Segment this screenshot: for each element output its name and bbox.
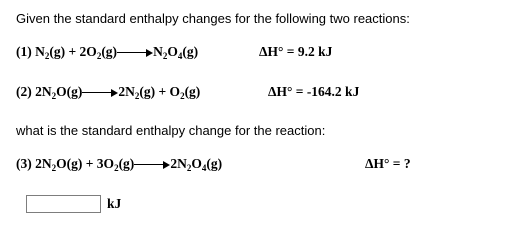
- reaction-1-products: $N_2O_4(g)$: [153, 44, 199, 61]
- answer-row: [26, 194, 121, 214]
- reaction-1-equation: [16, 44, 198, 60]
- reaction-2-delta-h: ΔH° = -164.2 kJ: [268, 84, 360, 99]
- reaction-3-products: $2N_2O_4(g)$: [170, 156, 223, 173]
- reaction-2-equation: [16, 84, 200, 100]
- question-prompt: what is the standard enthalpy change for the reaction:: [16, 123, 326, 138]
- reaction-3-reactants: $2N_2O(g) + 3O_2(g)$: [35, 156, 135, 173]
- reaction-3-equation: [16, 156, 222, 172]
- reaction-1-number: (1): [16, 44, 32, 59]
- reaction-arrow-icon: [134, 161, 170, 169]
- answer-unit: kJ: [107, 196, 122, 211]
- reaction-1-reactants: $N_2(g) + 2O_2(g)$: [35, 44, 118, 61]
- reaction-2-number: (2): [16, 84, 32, 99]
- reaction-2-products: $2N_2(g) + O_2(g)$: [118, 84, 201, 101]
- reaction-arrow-icon: [117, 49, 153, 57]
- reaction-3-number: (3): [16, 156, 32, 171]
- question-intro: Given the standard enthalpy changes for the following two reactions:: [16, 11, 410, 26]
- reaction-3-delta-h: ΔH° = ?: [365, 156, 411, 171]
- reaction-2-reactants: $2N_2O(g)$: [35, 84, 83, 101]
- answer-input[interactable]: [26, 195, 101, 213]
- reaction-1-delta-h: ΔH° = 9.2 kJ: [259, 44, 333, 59]
- reaction-arrow-icon: [82, 89, 118, 97]
